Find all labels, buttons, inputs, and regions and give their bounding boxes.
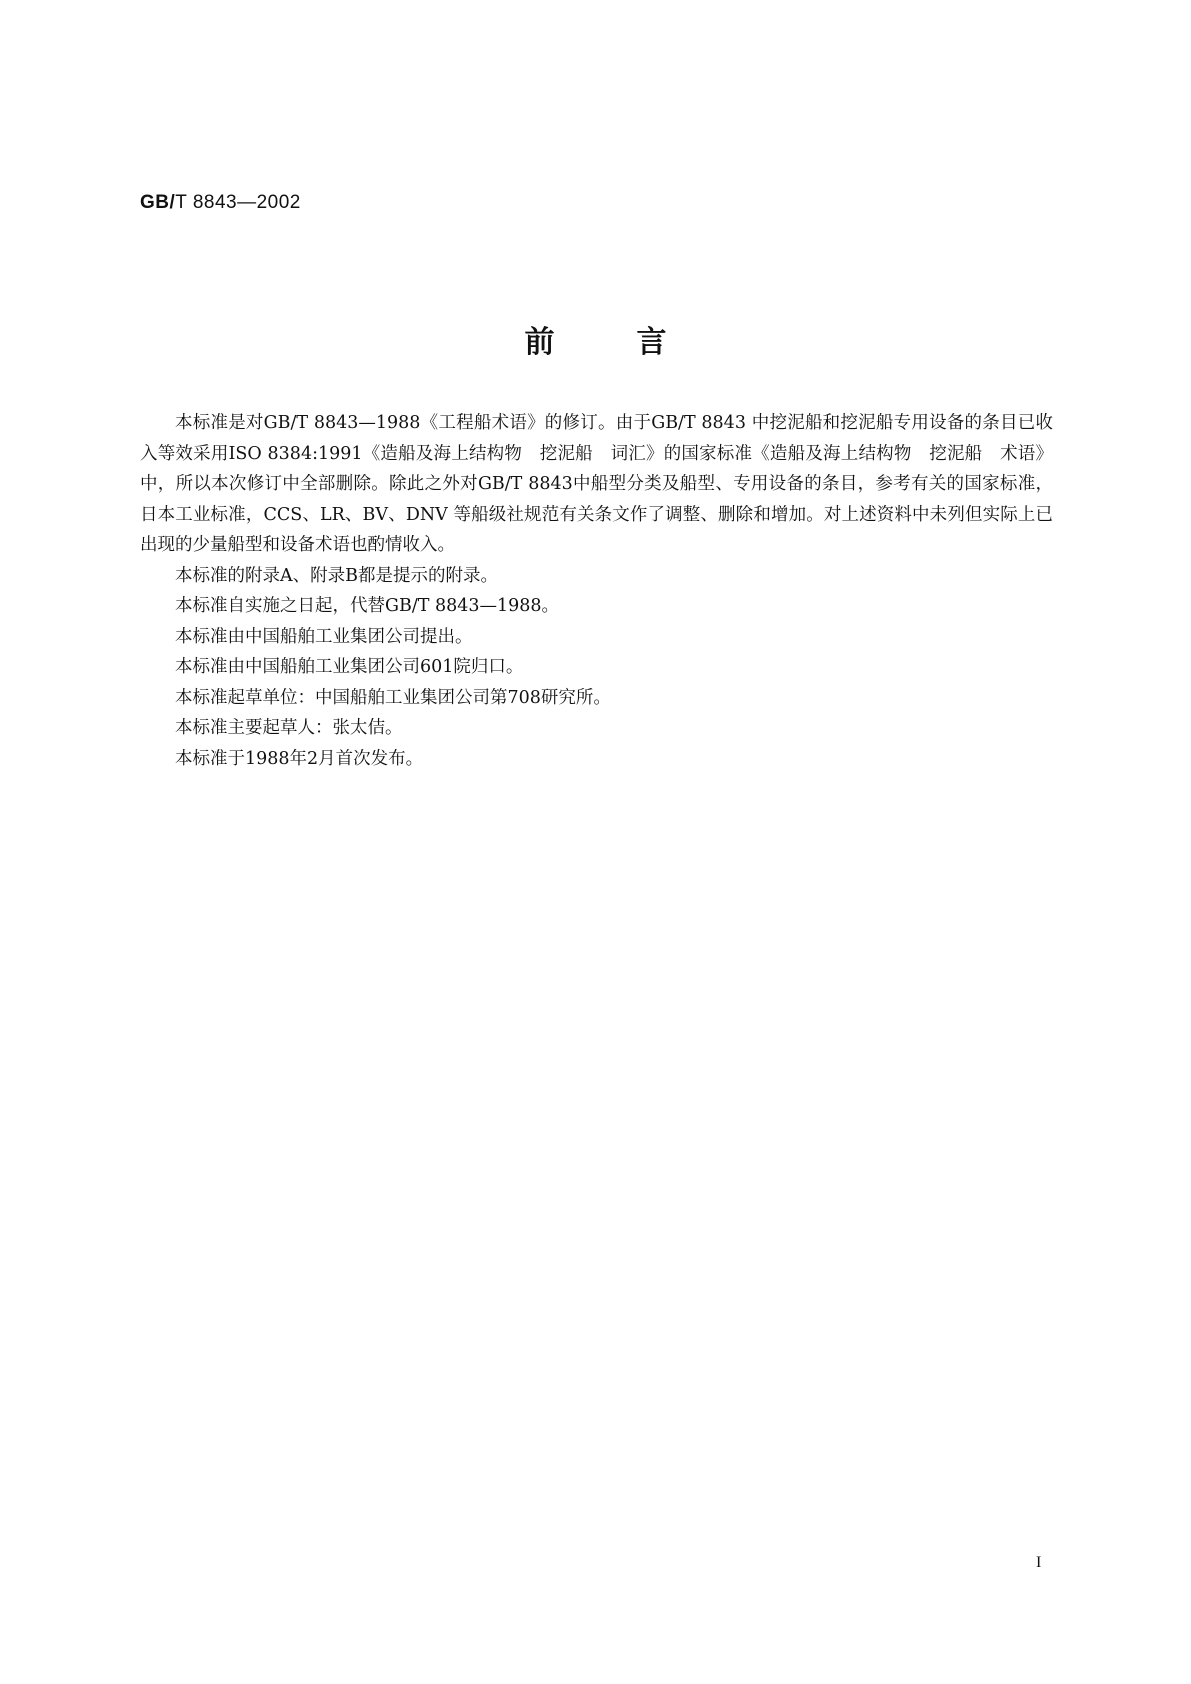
- standard-code-number: T 8843—2002: [175, 192, 301, 213]
- paragraph-drafting-unit: 本标准起草单位：中国船舶工业集团公司第708研究所。: [175, 687, 611, 708]
- page-number: I: [1036, 1554, 1042, 1571]
- paragraph-appendix-note: 本标准的附录A、附录B都是提示的附录。: [175, 565, 498, 586]
- standard-code: [140, 192, 301, 214]
- paragraph-proposer: 本标准由中国船舶工业集团公司提出。: [175, 626, 473, 647]
- foreword-body: [140, 408, 1053, 774]
- paragraph-revision-note: 本标准是对GB/T 8843—1988《工程船术语》的修订。由于GB/T 8843 中挖泥船和挖泥船专用设备的条目已收入等效采用ISO 8384:1991《造船及海上结构物 挖泥船 词汇》的国家标准《造船及海上结构物 挖泥船 术语》中，所以本次修订中全部删除。除此之外对GB/T 8843中船型分类及船型、专用设备的条目，参考有关的国家标准，日本工业标准，CCS、LR、BV、DNV 等船级社规范有关条文作了调整、删除和增加。对上述资料中未列但实际上已出现的少量船型和设备术语也酌情收入。: [140, 413, 1053, 555]
- paragraph-centralized-by: 本标准由中国船舶工业集团公司601院归口。: [175, 657, 524, 677]
- paragraph-replacement-note: 本标准自实施之日起，代替GB/T 8843—1988。: [175, 596, 560, 616]
- paragraph-first-release: 本标准于1988年2月首次发布。: [175, 748, 424, 769]
- paragraph-main-drafter: 本标准主要起草人：张太佶。: [175, 718, 403, 738]
- page-title: 前言: [524, 325, 749, 360]
- standard-code-prefix: GB/: [140, 192, 176, 213]
